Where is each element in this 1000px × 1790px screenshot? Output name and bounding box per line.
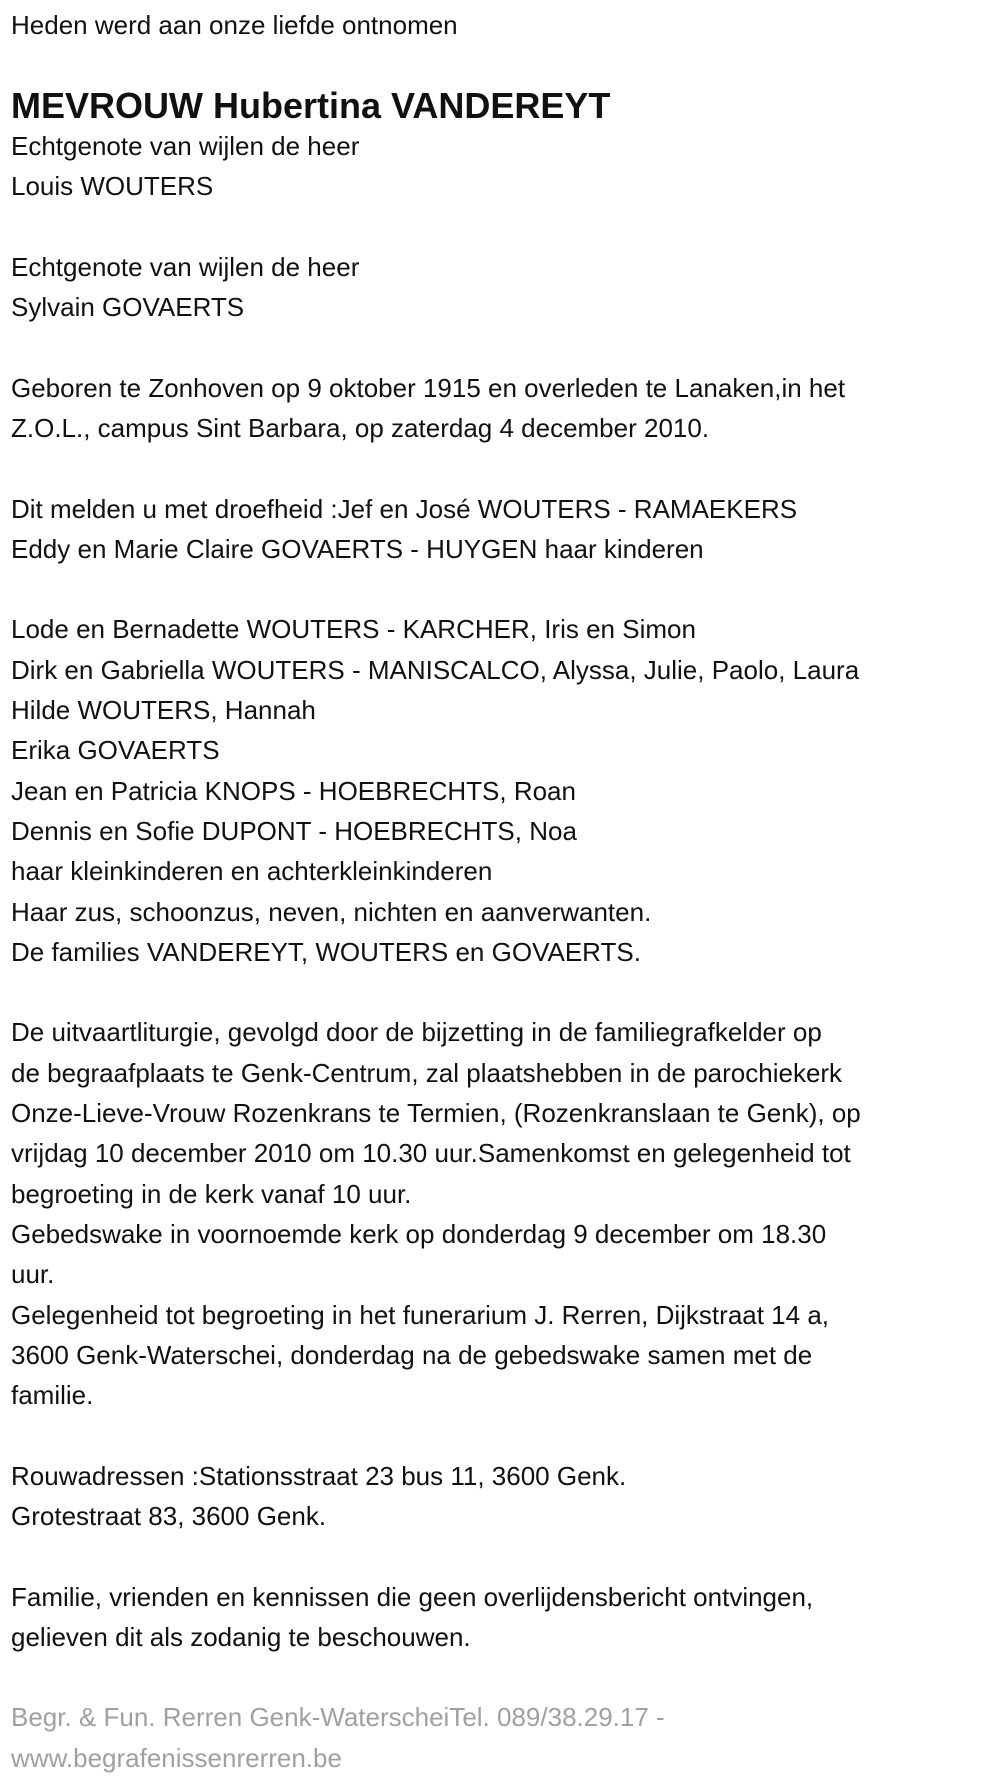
text-line: Rouwadressen :Stationsstraat 23 bus 11, 3600 Genk. xyxy=(11,1460,627,1491)
text-line: Z.O.L., campus Sint Barbara, op zaterdag 4 december 2010. xyxy=(11,412,710,443)
text-line: uur. xyxy=(11,1259,55,1290)
grandchildren-paragraph xyxy=(11,609,1000,972)
spouse-name: Louis WOUTERS xyxy=(11,171,214,202)
text-line: gelieven dit als zodanig te beschouwen. xyxy=(11,1621,471,1652)
children-paragraph xyxy=(11,489,1000,570)
text-line: Hilde WOUTERS, Hannah xyxy=(11,695,316,726)
text-line: de begraafplaats te Genk-Centrum, zal plaatshebben in de parochiekerk xyxy=(11,1057,843,1088)
text-line: De families VANDEREYT, WOUTERS en GOVAERTS. xyxy=(11,936,641,967)
text-line: Dit melden u met droefheid :Jef en José WOUTERS - RAMAEKERS xyxy=(11,493,798,524)
text-line: Onze-Lieve-Vrouw Rozenkrans te Termien, (Rozenkranslaan te Genk), op xyxy=(11,1098,861,1129)
text-line: vrijdag 10 december 2010 om 10.30 uur.Samenkomst en gelegenheid tot xyxy=(11,1138,851,1169)
notice-paragraph xyxy=(11,1577,1000,1658)
text-line: Grotestraat 83, 3600 Genk. xyxy=(11,1500,327,1531)
text-line: haar kleinkinderen en achterkleinkinderen xyxy=(11,856,493,887)
text-line: familie. xyxy=(11,1380,94,1411)
text-line: Gelegenheid tot begroeting in het funerarium J. Rerren, Dijkstraat 14 a, xyxy=(11,1299,830,1330)
spouse-block-1 xyxy=(11,126,1000,207)
text-line: Erika GOVAERTS xyxy=(11,735,220,766)
text-line: Dirk en Gabriella WOUTERS - MANISCALCO, Alyssa, Julie, Paolo, Laura xyxy=(11,654,860,685)
intro-text: Heden werd aan onze liefde ontnomen xyxy=(11,10,458,40)
text-line: Haar zus, schoonzus, neven, nichten en aanverwanten. xyxy=(11,896,652,927)
spouse-label: Echtgenote van wijlen de heer xyxy=(11,251,360,282)
spouse-block-2 xyxy=(11,247,1000,328)
text-line: Eddy en Marie Claire GOVAERTS - HUYGEN haar kinderen xyxy=(11,533,704,564)
funeral-home-footer xyxy=(11,1697,1000,1778)
addresses-paragraph xyxy=(11,1456,1000,1537)
birth-death-paragraph xyxy=(11,368,1000,449)
deceased-name-heading: MEVROUW Hubertina VANDEREYT xyxy=(11,84,611,126)
footer-line: Begr. & Fun. Rerren Genk-WaterscheiTel. 089/38.29.17 - xyxy=(11,1702,665,1733)
text-line: Geboren te Zonhoven op 9 oktober 1915 en overleden te Lanaken,in het xyxy=(11,372,846,403)
footer-website: www.begrafenissenrerren.be xyxy=(11,1742,342,1773)
text-line: Lode en Bernadette WOUTERS - KARCHER, Iris en Simon xyxy=(11,614,696,645)
text-line: Gebedswake in voornoemde kerk op donderdag 9 december om 18.30 xyxy=(11,1218,827,1249)
ceremony-paragraph xyxy=(11,1012,1000,1415)
text-line: Familie, vrienden en kennissen die geen overlijdensbericht ontvingen, xyxy=(11,1581,814,1612)
text-line: Dennis en Sofie DUPONT - HOEBRECHTS, Noa xyxy=(11,815,577,846)
spouse-name: Sylvain GOVAERTS xyxy=(11,292,245,323)
text-line: begroeting in de kerk vanaf 10 uur. xyxy=(11,1178,412,1209)
spouse-label: Echtgenote van wijlen de heer xyxy=(11,130,360,161)
text-line: 3600 Genk-Waterschei, donderdag na de gebedswake samen met de xyxy=(11,1339,813,1370)
text-line: Jean en Patricia KNOPS - HOEBRECHTS, Roan xyxy=(11,775,576,806)
text-line: De uitvaartliturgie, gevolgd door de bijzetting in de familiegrafkelder op xyxy=(11,1017,822,1048)
